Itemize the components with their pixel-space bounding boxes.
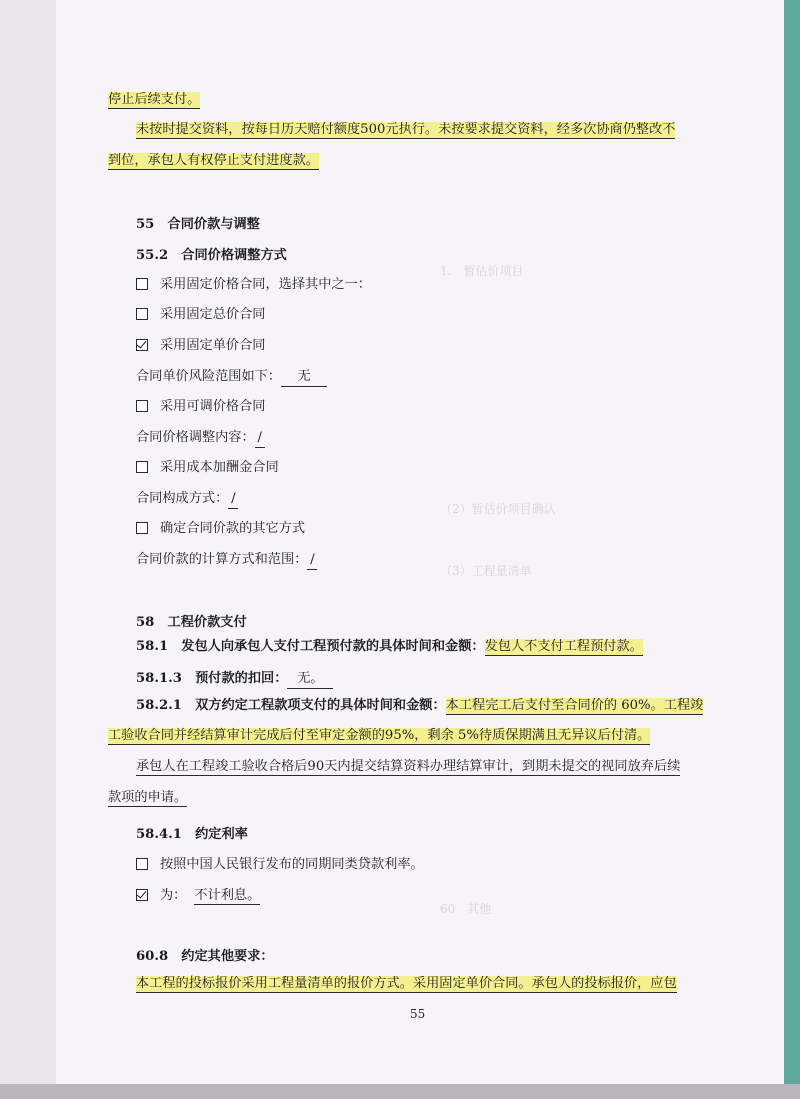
page-number: 55 (410, 1007, 426, 1021)
checkbox[interactable] (136, 522, 148, 534)
clause-label: 58.1.3 预付款的扣回： (136, 671, 288, 686)
checkbox-checked[interactable] (136, 339, 148, 351)
bleed-through-text: （3）工程量清单 (440, 564, 532, 578)
clause-label: 58.1 发包人向承包人支付工程预付款的具体时间和金额： (136, 639, 485, 654)
option-fixed-total (136, 306, 266, 324)
adjust-content-line (136, 429, 265, 448)
checkbox[interactable] (136, 278, 148, 290)
option-label: 采用固定价格合同，选择其中之一： (160, 277, 371, 292)
field-label: 合同构成方式： (136, 491, 229, 506)
field-label: 合同价格调整内容： (136, 430, 255, 445)
clause-value: 本工程完工后支付至合同价的 60%。工程竣 (445, 698, 704, 713)
option-label: 采用可调价格合同 (160, 399, 266, 414)
checkbox[interactable] (136, 400, 148, 412)
paragraph-line (108, 152, 319, 170)
option-cost-plus (136, 459, 279, 477)
paragraph-line (108, 91, 200, 109)
section-heading-60-8: 60.8 约定其他要求： (136, 949, 274, 964)
penalty-text: 未按时提交资料，按每日历天赔付额度500元执行。未按要求提交资料，经多次协商仍整改不 (136, 122, 676, 137)
clause-58-2-1 (136, 697, 703, 715)
clause-58-1 (136, 638, 643, 656)
bidding-para (136, 975, 677, 993)
clause-label: 58.2.1 双方约定工程款项支付的具体时间和金额： (136, 698, 446, 713)
option-fixed-unit (136, 337, 266, 355)
settlement-text: 承包人在工程竣工验收合格后90天内提交结算资料办理结算审计，到期未提交的视同放弃后续 (136, 759, 681, 774)
clause-value-cont: 工验收合同并经结算审计完成后付至审定金额的95%，剩余 5%待质保期满且无异议后付清。 (108, 728, 651, 743)
field-label: 合同价款的计算方式和范围： (136, 552, 308, 567)
option-adjustable (136, 398, 266, 416)
option-value: 不计利息。 (194, 888, 261, 903)
settlement-para (136, 758, 680, 776)
section-heading-58: 58 工程价款支付 (136, 615, 247, 630)
option-label: 采用固定总价合同 (160, 307, 266, 322)
field-value: 无 (281, 368, 327, 387)
clause-58-1-3 (136, 670, 333, 689)
option-other (136, 520, 305, 538)
option-specified (136, 887, 260, 905)
section-heading-58-4-1: 58.4.1 约定利率 (136, 827, 248, 842)
checkbox[interactable] (136, 308, 148, 320)
field-value: / (228, 490, 238, 509)
clause-value: 发包人不支付工程预付款。 (484, 639, 643, 654)
settlement-text-cont: 款项的申请。 (108, 790, 188, 805)
option-label: 按照中国人民银行发布的同期同类贷款利率。 (160, 857, 424, 872)
option-label: 采用固定单价合同 (160, 338, 266, 353)
field-value: / (255, 429, 265, 448)
field-value: / (307, 551, 317, 570)
field-label: 合同单价风险范围如下： (136, 369, 282, 384)
paragraph-line (136, 121, 675, 139)
penalty-text-cont: 到位，承包人有权停止支付进度款。 (108, 153, 319, 168)
form-line (136, 490, 238, 509)
clause-value: 无。 (287, 670, 333, 689)
checkbox-checked[interactable] (136, 889, 148, 901)
bleed-through-text: 60 其他 (440, 902, 492, 916)
risk-range-line (136, 368, 327, 387)
checkbox[interactable] (136, 461, 148, 473)
section-heading-55: 55 合同价款与调整 (136, 217, 260, 232)
checkbox[interactable] (136, 858, 148, 870)
bidding-text: 本工程的投标报价采用工程量清单的报价方式。采用固定单价合同。承包人的投标报价，应包 (136, 976, 677, 991)
calc-line (136, 551, 317, 570)
bleed-through-text: （2）暂估价项目确认 (440, 502, 556, 516)
option-label: 确定合同价款的其它方式 (160, 521, 306, 536)
option-fixed-price (136, 276, 371, 294)
option-label: 为： (160, 888, 187, 903)
section-heading-55-2: 55.2 合同价格调整方式 (136, 248, 287, 263)
settlement-para-cont (108, 789, 187, 807)
scan-bottom-strip (0, 1084, 800, 1099)
page-edge (784, 0, 800, 1099)
clause-58-2-1-cont (108, 727, 650, 745)
continued-text: 停止后续支付。 (108, 92, 201, 107)
option-label: 采用成本加酬金合同 (160, 460, 279, 475)
bleed-through-text: 1. 暂估价项目 (440, 264, 524, 278)
option-pboc-rate (136, 856, 424, 874)
